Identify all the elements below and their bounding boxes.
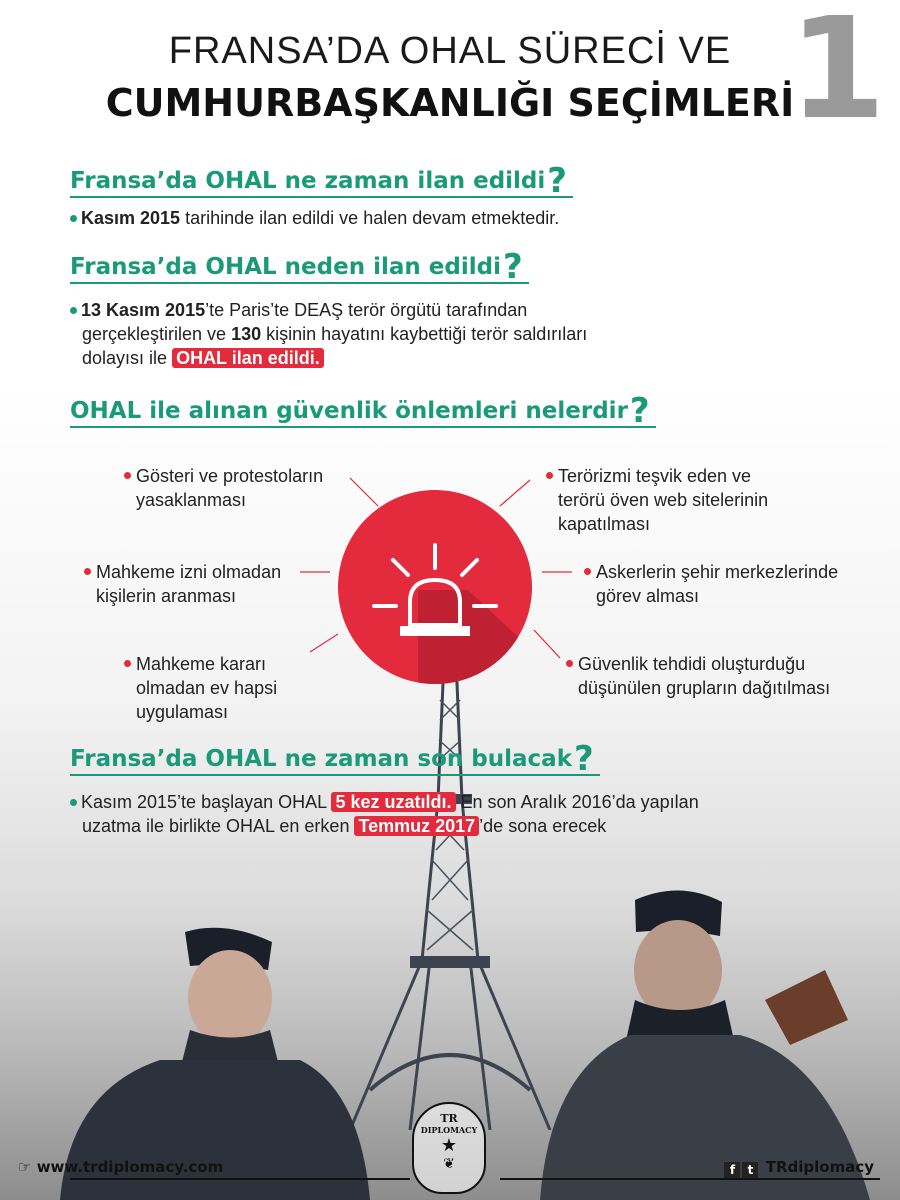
measure-3-line-2: olmadan ev hapsi xyxy=(136,678,278,698)
logo-line-2: DIPLOMACY xyxy=(420,1125,478,1135)
section2-bold-date: 13 Kasım 2015 xyxy=(81,300,206,320)
footer-social[interactable] xyxy=(724,1158,874,1178)
measure-2 xyxy=(84,560,281,608)
measure-3-line-1: Mahkeme kararı xyxy=(136,654,267,674)
section1-heading-text: Fransa’da OHAL ne zaman ilan edildi xyxy=(70,168,546,194)
section2-heading xyxy=(70,247,529,287)
hand-pointer-icon: ☞ xyxy=(18,1158,32,1176)
measure-5-line-1: Askerlerin şehir merkezlerinde xyxy=(596,562,839,582)
measure-6-line-2: düşünülen grupların dağıtılması xyxy=(578,678,831,698)
section4-text-2: En son Aralık 2016’da yapılan xyxy=(455,792,699,812)
section2-text-1: ’te Paris’te DEAŞ terör örgütü tarafından xyxy=(205,300,528,320)
section2-text xyxy=(70,298,587,370)
measure-6-line-1: Güvenlik tehdidi oluşturduğu xyxy=(578,654,806,674)
bullet-icon xyxy=(70,215,77,222)
measure-5 xyxy=(584,560,838,608)
footer-social-handle: TRdiplomacy xyxy=(765,1158,874,1176)
bullet-icon xyxy=(566,660,573,667)
bullet-icon xyxy=(584,568,591,575)
measure-1 xyxy=(124,464,323,512)
facebook-icon: f xyxy=(724,1162,740,1178)
section4-text-4: ’de sona erecek xyxy=(479,816,607,836)
section4-text xyxy=(70,790,699,838)
measure-4-line-1: Terörizmi teşvik eden ve xyxy=(558,466,752,486)
section3-heading xyxy=(70,391,656,431)
section2-heading-text: Fransa’da OHAL neden ilan edildi xyxy=(70,254,501,280)
section2-text-3: kişinin hayatını kaybettiği terör saldırıları xyxy=(261,324,588,344)
measure-4-line-2: terörü öven web sitelerinin xyxy=(558,490,769,510)
section4-highlight-1: 5 kez uzatıldı. xyxy=(331,792,455,812)
laurel-icon: ❦ xyxy=(443,1156,455,1172)
section1-text xyxy=(70,206,559,230)
section4-highlight-2: Temmuz 2017 xyxy=(354,816,479,836)
measure-2-line-1: Mahkeme izni olmadan xyxy=(96,562,282,582)
measure-3-line-3: uygulaması xyxy=(136,702,229,722)
twitter-icon: t xyxy=(742,1162,758,1178)
tr-diplomacy-logo xyxy=(412,1102,486,1194)
measure-4-line-3: kapatılması xyxy=(558,514,651,534)
bullet-icon xyxy=(124,660,131,667)
section4-heading-text: Fransa’da OHAL ne zaman son bulacak xyxy=(70,746,573,772)
question-mark-icon: ? xyxy=(502,247,523,287)
bullet-icon xyxy=(70,307,77,314)
logo-line-1: TR xyxy=(440,1112,458,1125)
section1-bold: Kasım 2015 xyxy=(81,208,181,228)
measure-2-line-2: kişilerin aranması xyxy=(96,586,237,606)
bullet-icon xyxy=(70,799,77,806)
question-mark-icon: ? xyxy=(547,161,568,201)
title-line-1: FRANSA’DA OHAL SÜRECİ VE xyxy=(168,30,732,72)
section2-text-4: dolayısı ile xyxy=(82,348,168,368)
bullet-icon xyxy=(546,472,553,479)
title-line-2: CUMHURBAŞKANLIĞI SEÇİMLERİ xyxy=(105,81,795,125)
measure-6 xyxy=(566,652,830,700)
section4-heading xyxy=(70,739,600,779)
footer-divider-right xyxy=(500,1178,880,1180)
section3-heading-text: OHAL ile alınan güvenlik önlemleri nelerdir xyxy=(70,398,628,424)
footer-divider-left xyxy=(70,1178,410,1180)
bullet-icon xyxy=(124,472,131,479)
measure-4 xyxy=(546,464,768,536)
section1-heading xyxy=(70,161,573,201)
section2-highlight: OHAL ilan edildi. xyxy=(172,348,324,368)
bullet-icon xyxy=(84,568,91,575)
measure-5-line-2: görev alması xyxy=(596,586,700,606)
section4-text-1: Kasım 2015’te başlayan OHAL xyxy=(81,792,332,812)
question-mark-icon: ? xyxy=(629,391,650,431)
section2-bold-count: 130 xyxy=(231,324,262,344)
page-number: 1 xyxy=(788,0,886,151)
section2-text-2: gerçekleştirilen ve xyxy=(82,324,232,344)
footer-website-link[interactable] xyxy=(18,1158,223,1176)
question-mark-icon: ? xyxy=(574,739,594,779)
police-officer-right-image xyxy=(540,880,900,1200)
footer-url-text: www.trdiplomacy.com xyxy=(36,1158,224,1176)
section1-rest: tarihinde ilan edildi ve halen devam etmektedir. xyxy=(180,208,560,228)
measure-3 xyxy=(124,652,277,724)
section4-text-3: uzatma ile birlikte OHAL en erken xyxy=(82,816,355,836)
measure-1-line-1: Gösteri ve protestoların xyxy=(136,466,324,486)
measure-1-line-2: yasaklanması xyxy=(136,490,247,510)
star-icon: ★ xyxy=(440,1135,458,1156)
